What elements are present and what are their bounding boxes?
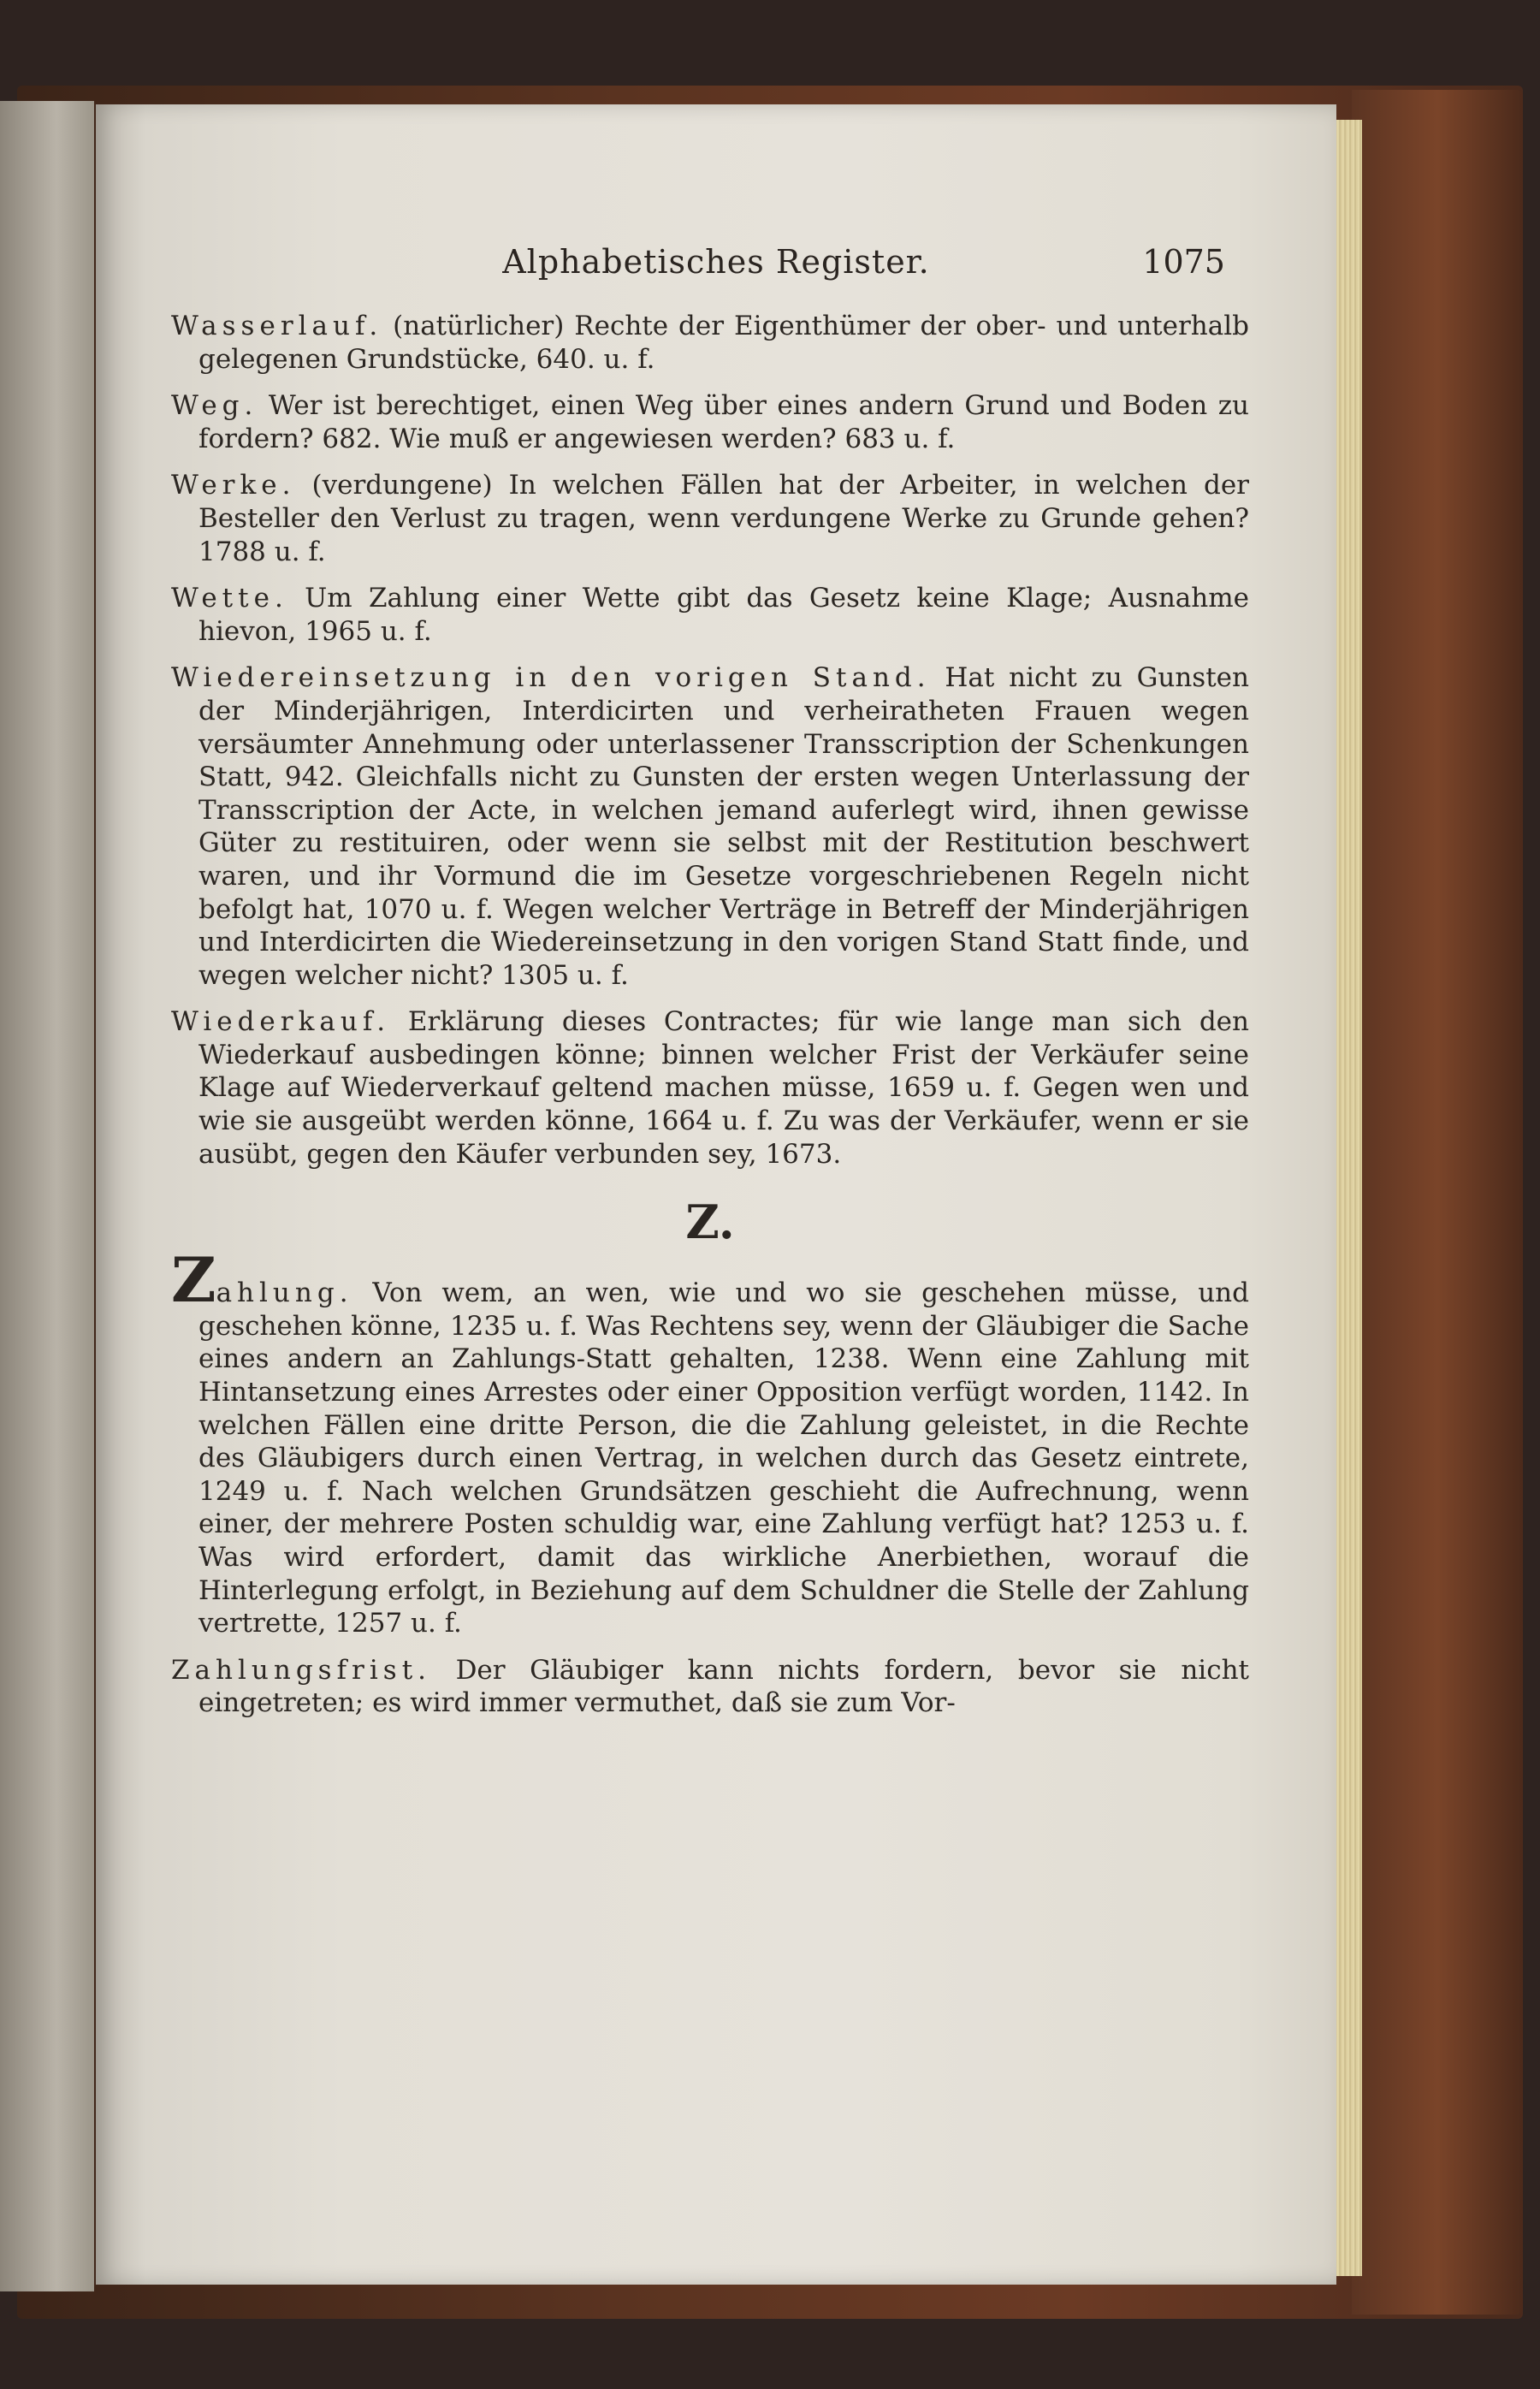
entry-keyword: Wiedereinsetzung in den vorigen Stand. xyxy=(171,662,931,694)
register-entry xyxy=(171,310,1249,376)
left-page-edge xyxy=(0,101,94,2291)
register-entry xyxy=(171,582,1249,648)
section-heading: Z. xyxy=(685,1194,735,1250)
page-title: Alphabetisches Register. xyxy=(502,243,930,281)
entry-keyword: Wasserlauf. xyxy=(171,311,383,341)
register-entry xyxy=(171,1243,1249,1640)
register-text xyxy=(171,310,1249,1734)
page-number: 1075 xyxy=(1142,243,1225,281)
drop-initial: Z xyxy=(171,1243,216,1317)
book-page xyxy=(96,104,1336,2285)
entry-text: (verdungene) In welchen Fällen hat der Arbeiter, in welchen der Besteller den Verlust zu tragen, wenn verdungene Werke zu Grunde gehen? 1788 u. f. xyxy=(198,470,1249,567)
entry-keyword: Wiederkauf. xyxy=(171,1006,391,1038)
register-entry xyxy=(171,1005,1249,1171)
entry-text: Wer ist berechtiget, einen Weg über eines andern Grund und Boden zu fordern? 682. Wie muß er angewiesen werden? 683 u. f. xyxy=(198,390,1249,454)
running-header xyxy=(96,243,1336,294)
register-entry xyxy=(171,389,1249,455)
entry-text: Hat nicht zu Gunsten der Minderjährigen, Interdicirten und verheiratheten Frauen wegen versäumter Annehmung oder unterlassener Transscription der Schenkungen Statt, 942. Gleichfalls nicht zu Gunsten der ersten wegen Unterlassung der Transscription der Acte, in welchen jemand auferlegt wird, ihnen gewisse Güter zu restituiren, oder wenn sie selbst mit der Restitution beschwert waren, und ihr Vormund die im Gesetze vorgeschriebenen Regeln nicht befolgt hat, 1070 u. f. Wegen welcher Verträge in Betreff der Minderjährigen und Interdicirten die Wiedereinsetzung in den vorigen Stand Statt finde, und wegen welcher nicht? 1305 u. f. xyxy=(198,662,1249,991)
register-entry xyxy=(171,469,1249,568)
entry-keyword: Werke. xyxy=(171,470,296,501)
entry-text: Erklärung dieses Contractes; für wie lange man sich den Wiederkauf ausbedingen könne; binnen welcher Frist der Verkäufer seine Klage auf Wiederverkauf geltend machen müsse, 1659 u. f. Gegen wen und wie sie ausgeübt werden könne, 1664 u. f. Zu was der Verkäufer, wenn er sie ausübt, gegen den Käufer verbunden sey, 1673. xyxy=(198,1006,1249,1170)
entry-text: (natürlicher) Rechte der Eigenthümer der ober- und unterhalb gelegenen Grundstücke, 640. u. f. xyxy=(198,311,1249,375)
entry-text: Der Gläubiger kann nichts fordern, bevor sie nicht eingetreten; es wird immer vermuthet, daß sie zum Vor- xyxy=(198,1654,1249,1719)
register-entry xyxy=(171,661,1249,992)
book-cover-right-edge xyxy=(1352,90,1523,2315)
entry-keyword-rest: ahlung. xyxy=(216,1277,353,1309)
entry-keyword: Wette. xyxy=(171,583,288,614)
entry-text: Von wem, an wen, wie und wo sie geschehen müsse, und geschehen könne, 1235 u. f. Was Rechtens sey, wenn der Gläubiger die Sache eines andern an Zahlungs-Statt gehalten, 1238. Wenn eine Zahlung mit Hintansetzung eines Arrestes oder einer Opposition verfügt worden, 1142. In welchen Fällen eine dritte Person, die die Zahlung geleistet, in die Rechte des Gläubigers durch einen Vertrag, in welchen durch das Gesetz eintrete, 1249 u. f. Nach welchen Grundsätzen geschieht die Aufrechnung, wenn einer, der mehrere Posten schuldig war, eine Zahlung verfügt hat? 1253 u. f. Was wird erfordert, damit das wirkliche Anerbiethen, worauf die Hinterlegung erfolgt, in Beziehung auf dem Schuldner die Stelle der Zahlung vertrette, 1257 u. f. xyxy=(198,1277,1249,1639)
entry-text: Um Zahlung einer Wette gibt das Gesetz keine Klage; Ausnahme hievon, 1965 u. f. xyxy=(198,583,1249,647)
entry-keyword: Zahlungsfrist. xyxy=(171,1654,432,1686)
register-entry xyxy=(171,1654,1249,1720)
entry-keyword xyxy=(171,1243,353,1317)
entry-keyword: Weg. xyxy=(171,390,258,422)
